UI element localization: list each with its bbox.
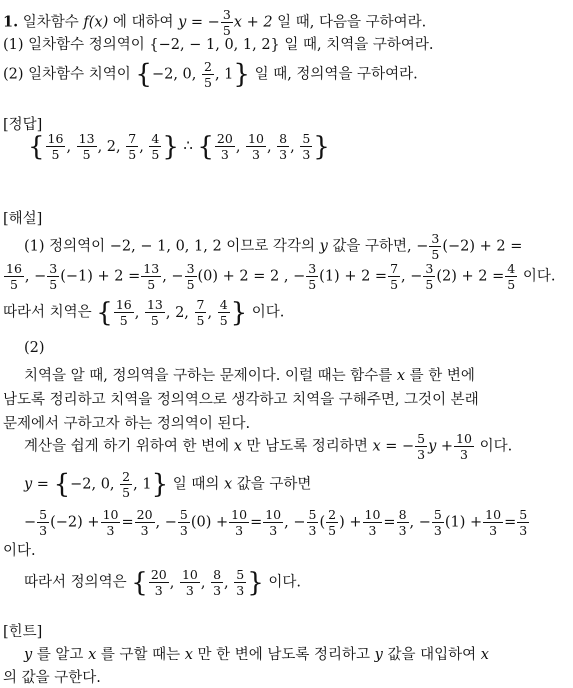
solution-text: (−2) + 2 = (442, 238, 523, 255)
solution-text: 값을 구하면 (236, 476, 312, 493)
brace-open: { (96, 297, 113, 328)
question-part-2: (2) 일차함수 치역이 {−2, 0, $\frac{2}{5}$ , 1} 일 때, 정의역을 구하여라. (3, 59, 418, 91)
variable: x (184, 647, 193, 663)
solution-2-end: 이다. (3, 543, 36, 559)
solution-text: , − (284, 514, 306, 531)
fraction: $\frac{5}{3}$ (308, 507, 317, 539)
set-fraction: $\frac{4}{5}$ (151, 131, 160, 163)
variable: x (88, 647, 97, 663)
range-set (96, 297, 248, 329)
set-comma: , (235, 138, 246, 155)
solution-1-line-3 (3, 298, 284, 327)
solution-text: = (504, 514, 517, 531)
hint-line-1 (24, 648, 489, 663)
set-value: 2 (175, 304, 185, 321)
answer-domain-set (197, 131, 330, 163)
solution-text: , − (162, 268, 184, 285)
hint-text: 를 알고 (36, 647, 84, 663)
variable: x (480, 647, 489, 663)
equation: y + (428, 438, 454, 455)
hint-text: 값을 대입하여 (387, 647, 477, 663)
set-fraction: $\frac{13}{5}$ (78, 131, 95, 163)
solution-text: ) + (339, 514, 362, 531)
hint-label: [힌트] (3, 624, 43, 640)
set-comma: , (290, 138, 300, 155)
variable: y (319, 238, 328, 255)
set-fraction: $\frac{5}{3}$ (236, 567, 245, 599)
question-part-1: (1) 일차함수 정의역이 {−2, − 1, 0, 1, 2} 일 때, 치역을 구하여라. (3, 37, 434, 53)
set-values: , 1 (133, 476, 152, 493)
fraction: $\frac{3}{5}$ (222, 7, 231, 39)
fraction: $\frac{10}{3}$ (231, 507, 248, 539)
set-comma: , (139, 138, 149, 155)
solution-text: 이다. (479, 438, 513, 455)
set-comma: , (184, 304, 194, 321)
solution-text: (1) 정의역이 −2, − 1, 0, 1, 2 이므로 각각의 (24, 238, 315, 255)
solution-text: 이다. (268, 574, 301, 591)
set-fraction: $\frac{13}{5}$ (146, 297, 163, 329)
fraction: $\frac{5}{3}$ (519, 507, 528, 539)
solution-text: (2) + 2 = (436, 268, 505, 285)
variable: x (233, 438, 242, 455)
fraction: $\frac{3}{5}$ (49, 261, 58, 293)
variable: x (223, 476, 233, 493)
set-fraction: $\frac{20}{3}$ (150, 567, 167, 599)
brace-open: { (28, 131, 45, 162)
fraction: $\frac{10}{3}$ (102, 507, 119, 539)
set-comma: , (134, 304, 144, 321)
solution-2-para-2: 남도록 정리하고 치역을 정의역으로 생각하고 치역을 구해주면, 그것이 본래 (3, 392, 479, 408)
fraction: $\frac{2}{5}$ (328, 507, 337, 539)
solution-text: (1) + 2 = (319, 268, 388, 285)
fraction: $\frac{7}{5}$ (390, 261, 399, 293)
fraction: $\frac{5}{3}$ (433, 507, 442, 539)
solution-text: 따라서 정의역은 (24, 574, 127, 591)
fraction: $\frac{5}{3}$ (39, 507, 48, 539)
brace-open: { (197, 131, 214, 162)
solution-text: 치역을 알 때, 정의역을 구하는 문제이다. 이럴 때는 함수를 (24, 368, 393, 384)
solution-text: 값을 구하면, − (332, 238, 429, 255)
fraction: $\frac{16}{5}$ (6, 261, 22, 293)
brace-open: { (131, 567, 148, 598)
fraction: $\frac{2}{5}$ (204, 59, 212, 91)
solution-2-para-3: 문제에서 구하고자 하는 정의역이 된다. (3, 416, 251, 432)
set-comma: , (207, 304, 217, 321)
fraction: $\frac{3}{5}$ (431, 231, 440, 263)
set-comma: , (224, 574, 234, 591)
solution-2-label: (2) (24, 340, 45, 356)
solution-text: , − (401, 268, 423, 285)
set-values: , 1 (214, 66, 234, 83)
therefore-sign: ∴ (178, 138, 198, 155)
fraction: $\frac{10}{3}$ (456, 431, 472, 463)
set-comma: , (66, 138, 76, 155)
variable: x (396, 368, 406, 384)
set-fraction: $\frac{8}{3}$ (213, 567, 222, 599)
question-number: 1. (3, 13, 19, 31)
question-text: 에 대하여 (112, 14, 174, 31)
solution-text: = (121, 514, 134, 531)
solution-2-final (24, 568, 301, 597)
fraction: $\frac{3}{5}$ (186, 261, 195, 293)
set-comma: , (165, 304, 176, 321)
solution-text: (1) + (444, 514, 483, 531)
fraction: $\frac{13}{5}$ (143, 261, 160, 293)
solution-text: = (250, 514, 263, 531)
solution-text: 를 한 변에 (409, 368, 475, 384)
fraction: $\frac{10}{3}$ (265, 507, 282, 539)
question-text: 일차함수 (22, 14, 79, 31)
set-comma: , (200, 574, 211, 591)
set-fraction: $\frac{16}{5}$ (115, 297, 132, 329)
set-fraction: $\frac{10}{3}$ (248, 131, 264, 163)
answer-label: [정답] (3, 117, 43, 133)
solution-2-para-4 (24, 432, 512, 461)
brace-close: } (162, 131, 179, 162)
solution-text: 일 때의 (172, 476, 220, 493)
fraction: $\frac{3}{5}$ (308, 261, 317, 293)
set-fraction: $\frac{4}{5}$ (219, 297, 228, 329)
answer-line (28, 132, 330, 161)
hint-text: 만 한 변에 남도록 정리하고 (197, 647, 371, 663)
set-fraction: $\frac{7}{5}$ (128, 131, 137, 163)
equation: x + 2 (233, 14, 273, 31)
fraction: $\frac{2}{5}$ (122, 469, 131, 501)
set-values: −2, 0, (70, 476, 115, 493)
set-fraction: $\frac{20}{3}$ (216, 131, 233, 163)
brace-close: } (313, 131, 330, 162)
equation: y = − (178, 14, 220, 31)
question-text: 일 때, 다음을 구하여라. (277, 14, 427, 31)
fraction: $\frac{10}{3}$ (364, 507, 381, 539)
question-line-1 (3, 8, 426, 37)
solution-text: (0) + (190, 514, 229, 531)
set-fraction: $\frac{16}{5}$ (47, 131, 64, 163)
brace-close: } (247, 567, 264, 598)
solution-text: 계산을 쉽게 하기 위하여 한 변에 (24, 438, 230, 455)
equation: x = − (372, 438, 415, 455)
solution-label: [해설] (3, 211, 43, 227)
solution-text: 만 남도록 정리하면 (246, 438, 368, 455)
set-comma: , (266, 138, 277, 155)
solution-text: − (24, 514, 37, 531)
variable: y (374, 647, 383, 663)
set-comma: , (116, 138, 126, 155)
fraction: $\frac{20}{3}$ (136, 507, 153, 539)
fraction: $\frac{4}{5}$ (507, 261, 516, 293)
set-value: 2 (106, 138, 117, 155)
variable: y (24, 647, 33, 663)
solution-text: ( (319, 514, 326, 531)
set-fraction: $\frac{8}{3}$ (279, 131, 288, 163)
domain-set (131, 567, 264, 599)
solution-text: = (383, 514, 396, 531)
solution-1-line-2 (3, 262, 555, 291)
fraction: $\frac{3}{5}$ (425, 261, 434, 293)
solution-text: , − (409, 514, 431, 531)
fraction: $\frac{5}{3}$ (179, 507, 188, 539)
solution-text: (0) + 2 = 2 , − (197, 268, 306, 285)
set-comma: , (97, 138, 107, 155)
set-values: −2, 0, (151, 66, 197, 83)
solution-2-para-5: y = {−2, 0, $\frac{2}{5}$ , 1} 일 때의 x 값을 구하면 (24, 469, 312, 501)
set-comma: , (169, 574, 179, 591)
fraction: $\frac{10}{3}$ (485, 507, 502, 539)
set-fraction: $\frac{5}{3}$ (302, 131, 311, 163)
solution-text: 이다. (251, 304, 285, 321)
set-fraction: $\frac{7}{5}$ (196, 297, 205, 329)
function-notation: f(x) (83, 14, 109, 31)
answer-range-set (28, 131, 179, 163)
solution-1-line-1 (24, 232, 522, 261)
solution-text: (−2) + (50, 514, 100, 531)
set-fraction: $\frac{10}{3}$ (181, 567, 198, 599)
solution-text: (−1) + 2 = (60, 268, 141, 285)
fraction: $\frac{8}{3}$ (398, 507, 407, 539)
solution-2-calc (24, 508, 530, 537)
solution-2-para-1 (24, 369, 475, 384)
question-text: 일 때, 정의역을 구하여라. (254, 66, 418, 83)
hint-line-2: 의 값을 구한다. (3, 670, 101, 686)
equation: y = (24, 476, 49, 493)
question-text: (2) 일차함수 치역이 (3, 66, 131, 83)
fraction: $\frac{5}{3}$ (417, 431, 426, 463)
solution-text: 이다. (522, 268, 556, 285)
solution-text: , − (24, 268, 47, 285)
solution-text: 따라서 치역은 (3, 304, 92, 321)
brace-close: } (230, 297, 248, 328)
solution-text: , − (155, 514, 177, 531)
hint-text: 를 구할 때는 (100, 647, 181, 663)
